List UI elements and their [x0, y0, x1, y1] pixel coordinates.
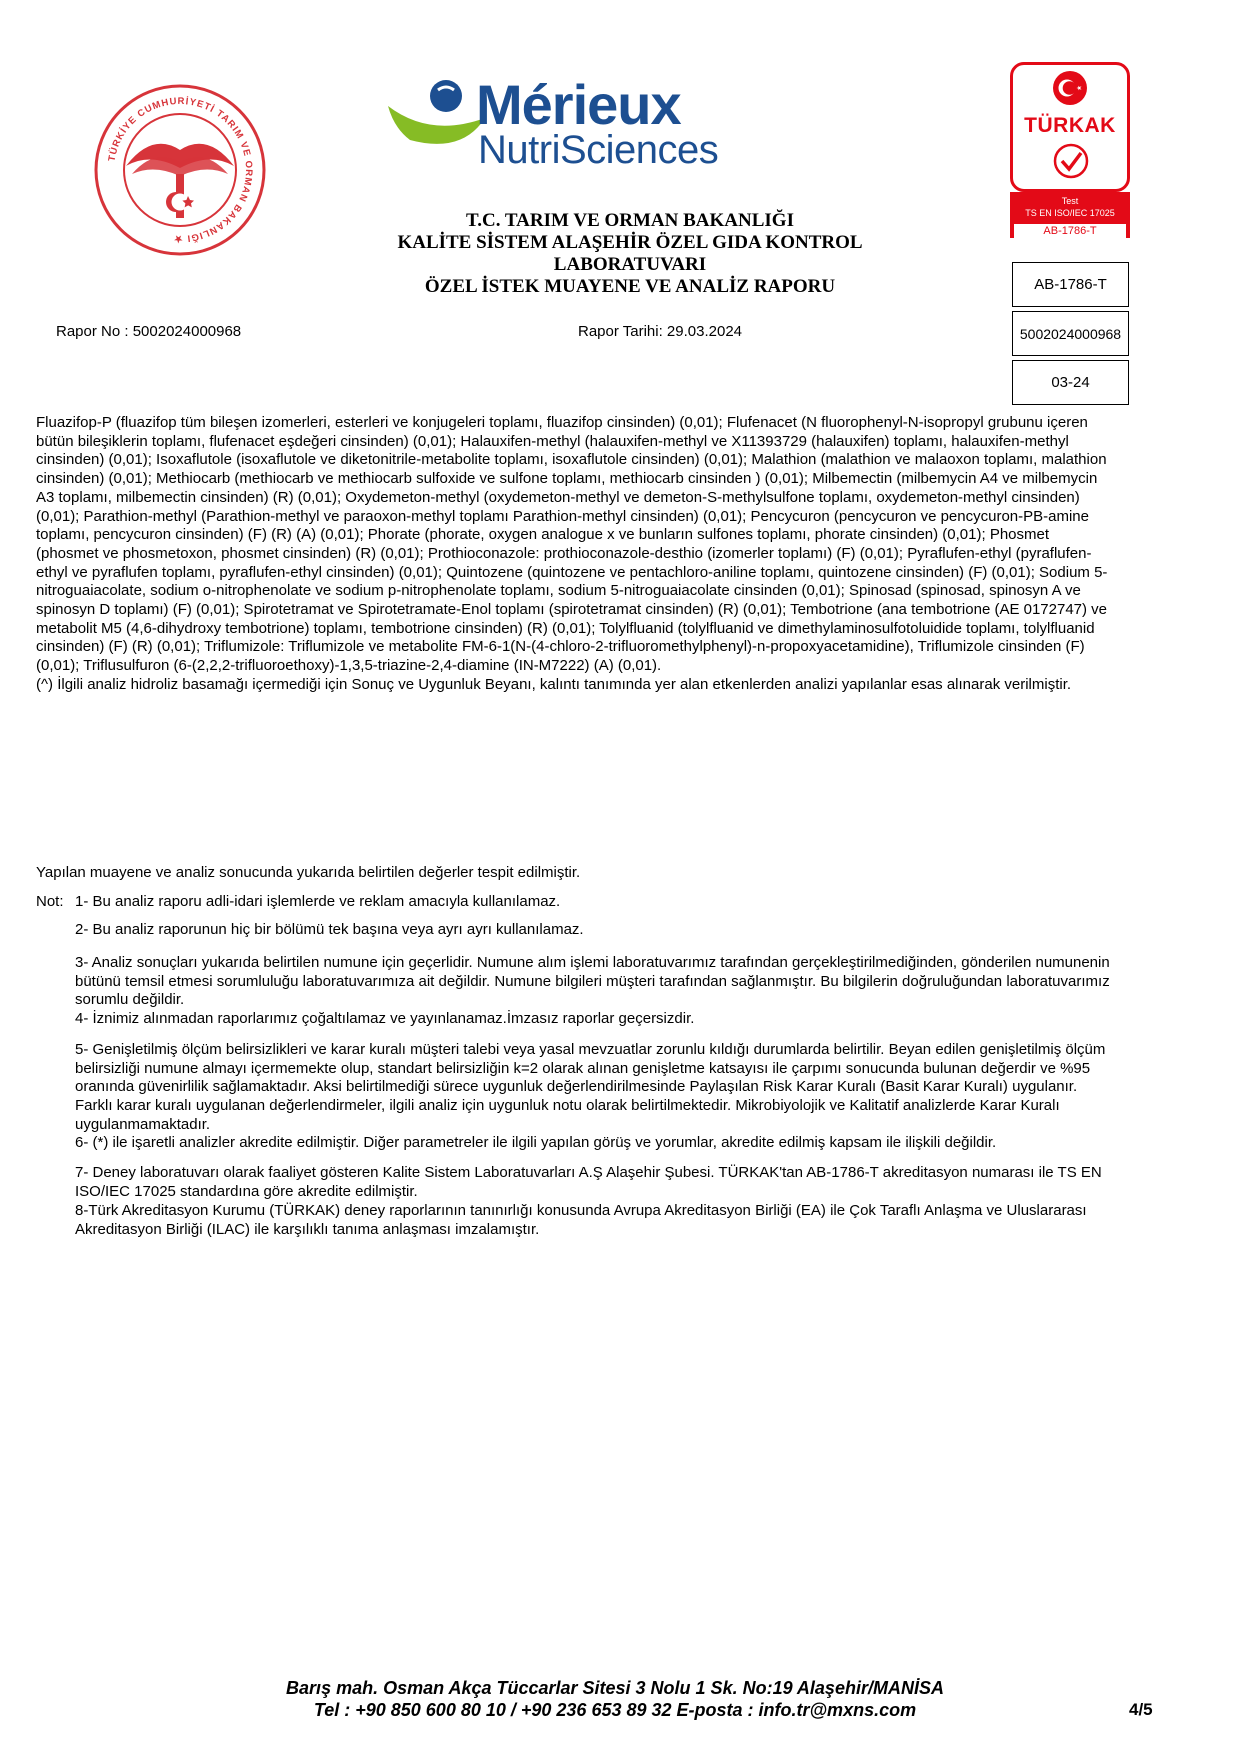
footer-address: Barış mah. Osman Akça Tüccarlar Sitesi 3 Nolu 1 Sk. No:19 Alaşehir/MANİSA: [286, 1678, 944, 1698]
accreditation-code-box: AB-1786-T: [1012, 262, 1129, 307]
merieux-logo: [380, 73, 860, 178]
pesticide-list: [36, 414, 1111, 695]
logo-line1: Mérieux: [476, 73, 681, 136]
statement: Yapılan muayene ve analiz sonucunda yukarıda belirtilen değerler tespit edilmiştir.: [36, 864, 581, 881]
title-line: T.C. TARIM VE ORMAN BAKANLIĞI: [466, 210, 794, 231]
footer-contact: Tel : +90 850 600 80 10 / +90 236 653 89 32 E-posta : info.tr@mxns.com: [313, 1700, 917, 1720]
note-item: 3- Analiz sonuçları yukarıda belirtilen numune için geçerlidir. Numune alım işlemi laboratuvarımız tarafından gerçekleştirilmediğinden, gönderilen numunenin bütünü temsil etmesi sorumluluğu laboratuvarımıza ait değildir. Numune bilgileri müşteri tarafından sağlanmıştır. Bu bilgilerin doğruluğundan laboratuvarımız sorumlu değildir.: [75, 954, 1110, 1009]
turkak-name: TÜRKAK: [1024, 114, 1116, 137]
note-item: 5- Genişletilmiş ölçüm belirsizlikleri ve karar kuralı müşteri talebi veya yasal mevzuatlar zorunlu kıldığı durumlarda belirtilir. Beyan edilen genişletilmiş ölçüm belirsizliği numune almayı içermemekte olup, standart belirsizliğin k=2 olarak alınan genişletme katsayısı ile çarpımı sonucunda bulunan değerdir ve %95 oranında güvenirlilik sağlamaktadır. Aksi belirtilmediği sürece uygunluk değerlendirilmesinde Paylaşılan Risk Karar Kuralı (Basit Karar Kuralı) uygulanır. Farklı karar kuralı uygulanan değerlendirmeler, ilgili analiz için uygunluk notu olarak belirtilmektedir. Mikrobiyolojik ve Kalitatif analizlerde Karar Kuralı uygulanmamaktadır.: [75, 1041, 1106, 1133]
note-item: 6- (*) ile işaretli analizler akredite edilmiştir. Diğer parametreler ile ilgili yapılan görüş ve yorumlar, akredite edilmiş kapsam ile ilişkili değildir.: [75, 1134, 997, 1151]
report-title-block: [240, 210, 1020, 298]
turkish-flag-icon: [1052, 70, 1088, 106]
note-item: 8-Türk Akreditasyon Kurumu (TÜRKAK) deney raporlarının tanınırlığı konusunda Avrupa Akreditasyon Birliği (EA) ile Çok Taraflı Anlaşma ve Uluslararası Akreditasyon Birliği (ILAC) ile karşılıklı tanıma anlaşması imzalamıştır.: [75, 1202, 1087, 1238]
report-number: Rapor No : 5002024000968: [56, 323, 242, 340]
turkak-test-label: Test: [1061, 196, 1079, 206]
report-number-box: 5002024000968: [1012, 311, 1129, 356]
note-item: 1- Bu analiz raporu adli-idari işlemlerde ve reklam amacıyla kullanılamaz.: [75, 893, 561, 910]
revision-box: 03-24: [1012, 360, 1129, 405]
footnote: (^) İlgili analiz hidroliz basamağı içermediği için Sonuç ve Uygunluk Beyanı, kalıntı tanımında yer alan etkenlerden analizi yapılanlar esas alınarak verilmiştir.: [36, 675, 1072, 693]
turkak-code: AB-1786-T: [1014, 224, 1126, 238]
footer: [170, 1677, 1060, 1721]
title-line: ÖZEL İSTEK MUAYENE VE ANALİZ RAPORU: [424, 276, 836, 297]
turkak-badge: [1010, 62, 1132, 250]
logo-line2: NutriSciences: [478, 128, 719, 172]
turkak-standard-label: TS EN ISO/IEC 17025: [1025, 208, 1115, 218]
pesticide-paragraph: Fluazifop-P (fluazifop tüm bileşen izomerleri, esterleri ve konjugeleri toplamı, fluazifop cinsinden) (0,01); Flufenacet (N fluorophenyl-N-isopropyl grubunu içeren bütün bileşiklerin toplamı, flufenacet eşdeğeri cinsinden) (0,01); Halauxifen-methyl (halauxifen-methyl ve X11393729 (halauxifen) toplamı, halauxifen-methyl cinsinden) (0,01); Isoxaflutole (isoxaflutole ve diketonitrile-metabolite toplamı, isoxaflutole cinsinden) (0,01); Malathion (malathion ve malaoxon toplamı, malathion cinsinden) (0,01); Methiocarb (methiocarb ve methiocarb sulfoxide ve sulfone toplamı, methiocarb cinsinden ) (0,01); Milbemectin (milbemycin A4 ve milbemycin A3 toplamı, milbemectin cinsinden) (R) (0,01); Oxydemeton-methyl (oxydemeton-methyl ve demeton-S-methylsulfone toplamı, oxydemeton-methyl cinsinden) (0,01); Parathion-methyl (Parathion-methyl ve paraoxon-methyl toplamı Parathion-methyl cinsinden) (0,01); Pencycuron (pencycuron ve pencycuron-PB-amine toplamı, pencycuron cinsinden) (F) (R) (A) (0,01); Phorate (phorate, oxygen analogue x ve bunların sulfones toplamı, phorate cinsinden) (0,01); Phosmet (phosmet ve phosmetoxon, phosmet cinsinden) (R) (0,01); Prothioconazole: prothioconazole-desthio (izomerler toplamı) (F) (0,01); Pyraflufen-ethyl (pyraflufen-ethyl ve pyraflufen toplamı, pyraflufen-ethyl cinsinden) (0,01); Quintozene (quintozene ve pentachloro-aniline toplamı, quintozene cinsinden) (F) (0,01); Sodium 5-nitroguaiacolate, sodium o-nitrophenolate ve sodium p-nitrophenolate toplamı, sodium 5-nitroguaiacolate cinsinden (0,01); Spinosad (spinosad, spinosyn A ve spinosyn D toplamı) (F) (0,01); Spirotetramat ve Spirotetramate-Enol toplamı (spirotetramat cinsinden) (R) (0,01); Tembotrione (ana tembotrione (AE 0172747) ve metabolit M5 (4,6-dihydroxy tembotrione) toplamı, tembotrione cinsinden) (R) (0,01); Tolylfluanid (tolylfluanid ve dimethylaminosulfotoluidide toplamı, tolylfluanid cinsinden) (F) (R) (0,01); Triflumizole: Triflumizole ve metabolite FM-6-1(N-(4-chloro-2-trifluoromethylphenyl)-n-propoxyacetamidine), Triflumizole cinsinden (F) (0,01); Triflusulfuron (6-(2,2,2-trifluoroethoxy)-1,3,5-triazine-2,4-diamine (IN-M7222) (A) (0,01).: [36, 414, 1108, 675]
title-line: KALİTE SİSTEM ALAŞEHİR ÖZEL GIDA KONTROL: [397, 232, 863, 253]
seal-text: TÜRKİYE CUMHURİYETİ TARIM VE ORMAN BAKANLIĞI ★: [106, 95, 255, 245]
note-item: 7- Deney laboratuvarı olarak faaliyet gösteren Kalite Sistem Laboratuvarları A.Ş Alaşehir Şubesi. TÜRKAK'tan AB-1786-T akreditasyon numarası ile TS EN ISO/IEC 17025 standardına göre akredite edilmiştir.: [75, 1164, 1102, 1200]
check-icon: [1052, 142, 1090, 180]
note-item: 2- Bu analiz raporunun hiç bir bölümü tek başına veya ayrı ayrı kullanılamaz.: [75, 921, 584, 938]
notes-label: Not:: [36, 893, 64, 910]
report-date: Rapor Tarihi: 29.03.2024: [578, 323, 743, 340]
note-item: 4- İznimiz alınmadan raporlarımız çoğaltılamaz ve yayınlanamaz.İmzasız raporlar geçersizdir.: [75, 1010, 695, 1027]
page-number: 4/5: [1129, 1700, 1153, 1719]
title-line: LABORATUVARI: [553, 254, 707, 275]
